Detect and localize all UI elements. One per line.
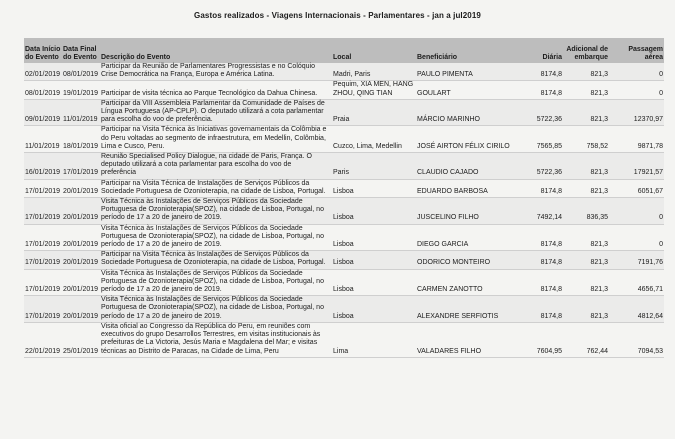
boarding-cell: 821,3	[563, 224, 609, 251]
description-cell: Visita Técnica às Instalações de Serviços Públicos da Sociedade Portuguesa de Ozonioterapia(SPOZ), na cidade de Lisboa, Portugal, no período de 17 a 20 de janeiro de 2019.	[100, 269, 332, 296]
daily-cell: 5722,36	[520, 153, 563, 180]
boarding-cell: 758,52	[563, 126, 609, 153]
description-cell: Visita Técnica às Instalações de Serviços Públicos da Sociedade Portuguesa de Ozonioterapia(SPOZ), na cidade de Lisboa, Portugal, no período de 17 a 20 de janeiro de 2019.	[100, 296, 332, 323]
daily-cell: 7492,14	[520, 198, 563, 225]
description-cell: Participar na Visita Técnica às Instalações de Serviços Públicos da Sociedade Portuguesa de Ozonioterapia, na cidade de Lisboa, Portugal.	[100, 251, 332, 269]
table-row	[24, 99, 664, 126]
end-date-cell: 20/01/2019	[62, 179, 100, 197]
header-airfare: Passagem aérea	[628, 45, 663, 61]
boarding-cell: 821,3	[563, 153, 609, 180]
header-start-date: Data Início do Evento	[25, 45, 61, 61]
daily-cell: 8174,8	[520, 63, 563, 81]
beneficiary-cell: GOULART	[416, 81, 520, 99]
location-cell: Lisboa	[332, 269, 416, 296]
boarding-cell: 821,3	[563, 63, 609, 81]
boarding-cell: 821,3	[563, 81, 609, 99]
boarding-cell: 821,3	[563, 251, 609, 269]
daily-cell: 5722,36	[520, 99, 563, 126]
start-date-cell: 02/01/2019	[24, 63, 62, 81]
airfare-cell: 17921,57	[609, 153, 664, 180]
start-date-cell: 11/01/2019	[24, 126, 62, 153]
table-row	[24, 296, 664, 323]
airfare-cell: 7094,53	[609, 322, 664, 357]
airfare-cell: 7191,76	[609, 251, 664, 269]
start-date-cell: 08/01/2019	[24, 81, 62, 99]
table-row	[24, 251, 664, 269]
boarding-cell: 821,3	[563, 296, 609, 323]
daily-cell: 7604,95	[520, 322, 563, 357]
airfare-cell: 4656,71	[609, 269, 664, 296]
airfare-cell: 0	[609, 224, 664, 251]
location-cell: Madri, Paris	[332, 63, 416, 81]
description-cell: Participar de visita técnica ao Parque Tecnológico da Dahua Chinesa.	[100, 81, 332, 99]
header-location: Local	[333, 53, 352, 61]
end-date-cell: 20/01/2019	[62, 251, 100, 269]
location-cell: Pequim, XIA MEN, HANG ZHOU, QING TIAN	[332, 81, 416, 99]
beneficiary-cell: CARMEN ZANOTTO	[416, 269, 520, 296]
document-title: Gastos realizados - Viagens Internacionais - Parlamentares - jan a jul2019	[194, 11, 481, 20]
location-cell: Praia	[332, 99, 416, 126]
start-date-cell: 22/01/2019	[24, 322, 62, 357]
start-date-cell: 17/01/2019	[24, 198, 62, 225]
daily-cell: 8174,8	[520, 179, 563, 197]
header-beneficiary: Beneficiário	[417, 53, 458, 61]
beneficiary-cell: ODORICO MONTEIRO	[416, 251, 520, 269]
beneficiary-cell: PAULO PIMENTA	[416, 63, 520, 81]
end-date-cell: 20/01/2019	[62, 296, 100, 323]
end-date-cell: 20/01/2019	[62, 224, 100, 251]
beneficiary-cell: JOSÉ AIRTON FÉLIX CIRILO	[416, 126, 520, 153]
header-end-date: Data Final do Evento	[63, 45, 97, 61]
beneficiary-cell: JUSCELINO FILHO	[416, 198, 520, 225]
end-date-cell: 25/01/2019	[62, 322, 100, 357]
table-row	[24, 179, 664, 197]
end-date-cell: 19/01/2019	[62, 81, 100, 99]
description-cell: Participar da Reunião de Parlamentares Progressistas e no Colóquio Crise Democrática na França, Europa e América Latina.	[100, 63, 332, 81]
airfare-cell: 0	[609, 198, 664, 225]
location-cell: Cuzco, Lima, Medellin	[332, 126, 416, 153]
table-row	[24, 269, 664, 296]
daily-cell: 7565,85	[520, 126, 563, 153]
table-row	[24, 224, 664, 251]
daily-cell: 8174,8	[520, 81, 563, 99]
start-date-cell: 17/01/2019	[24, 179, 62, 197]
boarding-cell: 821,3	[563, 269, 609, 296]
description-cell: Visita oficial ao Congresso da República do Peru, em reuniões com executivos do grupo Desarrollos Terrestres, em visitas institucionais às prefeituras de La Victoria, Jesús Maria e Magdalena del Mar; e visitas técnicas ao Distrito de Paracas, na Cidade de Lima, Peru	[100, 322, 332, 357]
expenses-table	[24, 38, 664, 358]
beneficiary-cell: MÁRCIO MARINHO	[416, 99, 520, 126]
table-row	[24, 322, 664, 357]
table-row	[24, 81, 664, 99]
start-date-cell: 17/01/2019	[24, 296, 62, 323]
boarding-cell: 821,3	[563, 99, 609, 126]
end-date-cell: 17/01/2019	[62, 153, 100, 180]
start-date-cell: 17/01/2019	[24, 224, 62, 251]
end-date-cell: 08/01/2019	[62, 63, 100, 81]
beneficiary-cell: VALADARES FILHO	[416, 322, 520, 357]
table-row	[24, 198, 664, 225]
end-date-cell: 20/01/2019	[62, 198, 100, 225]
location-cell: Paris	[332, 153, 416, 180]
header-boarding: Adicional de embarque	[566, 45, 608, 61]
start-date-cell: 17/01/2019	[24, 269, 62, 296]
airfare-cell: 0	[609, 63, 664, 81]
end-date-cell: 18/01/2019	[62, 126, 100, 153]
airfare-cell: 0	[609, 81, 664, 99]
beneficiary-cell: ALEXANDRE SERFIOTIS	[416, 296, 520, 323]
start-date-cell: 16/01/2019	[24, 153, 62, 180]
table-row	[24, 63, 664, 81]
description-cell: Participar na Visita Técnica às Iniciativas governamentais da Colômbia e do Peru voltadas ao segmento de infraestrutura, em Medellin, Colômbia, Lima e Cusco, Peru.	[100, 126, 332, 153]
airfare-cell: 9871,78	[609, 126, 664, 153]
location-cell: Lisboa	[332, 251, 416, 269]
description-cell: Participar da VIII Assembleia Parlamentar da Comunidade de Países de Língua Portuguesa (AP-CPLP). O deputado utilizará a cota parlamentar para escolha do voo de preferência.	[100, 99, 332, 126]
beneficiary-cell: EDUARDO BARBOSA	[416, 179, 520, 197]
daily-cell: 8174,8	[520, 251, 563, 269]
daily-cell: 8174,8	[520, 296, 563, 323]
description-cell: Visita Técnica às Instalações de Serviços Públicos da Sociedade Portuguesa de Ozonioterapia(SPOZ), na cidade de Lisboa, Portugal, no período de 17 a 20 de janeiro de 2019.	[100, 224, 332, 251]
boarding-cell: 836,35	[563, 198, 609, 225]
table-row	[24, 126, 664, 153]
table-header-row	[24, 38, 664, 63]
description-cell: Reunião Specialised Policy Dialogue, na cidade de Paris, França. O deputado utilizará a cota parlamentar para escolha do voo de preferência	[100, 153, 332, 180]
beneficiary-cell: CLAUDIO CAJADO	[416, 153, 520, 180]
header-daily: Diária	[542, 53, 562, 61]
start-date-cell: 09/01/2019	[24, 99, 62, 126]
location-cell: Lisboa	[332, 179, 416, 197]
location-cell: Lima	[332, 322, 416, 357]
airfare-cell: 12370,97	[609, 99, 664, 126]
location-cell: Lisboa	[332, 198, 416, 225]
daily-cell: 8174,8	[520, 269, 563, 296]
beneficiary-cell: DIEGO GARCIA	[416, 224, 520, 251]
description-cell: Visita Técnica às Instalações de Serviços Públicos da Sociedade Portuguesa de Ozonioterapia(SPOZ), na cidade de Lisboa, Portugal, no período de 17 a 20 de janeiro de 2019.	[100, 198, 332, 225]
end-date-cell: 11/01/2019	[62, 99, 100, 126]
header-description: Descrição do Evento	[101, 53, 171, 61]
location-cell: Lisboa	[332, 296, 416, 323]
table-row	[24, 153, 664, 180]
description-cell: Participar na Visita Técnica de Instalações de Serviços Públicos da Sociedade Portuguesa de Ozonioterapia, na cidade de Lisboa, Portugal.	[100, 179, 332, 197]
daily-cell: 8174,8	[520, 224, 563, 251]
end-date-cell: 20/01/2019	[62, 269, 100, 296]
location-cell: Lisboa	[332, 224, 416, 251]
start-date-cell: 17/01/2019	[24, 251, 62, 269]
airfare-cell: 4812,64	[609, 296, 664, 323]
airfare-cell: 6051,67	[609, 179, 664, 197]
boarding-cell: 821,3	[563, 179, 609, 197]
boarding-cell: 762,44	[563, 322, 609, 357]
